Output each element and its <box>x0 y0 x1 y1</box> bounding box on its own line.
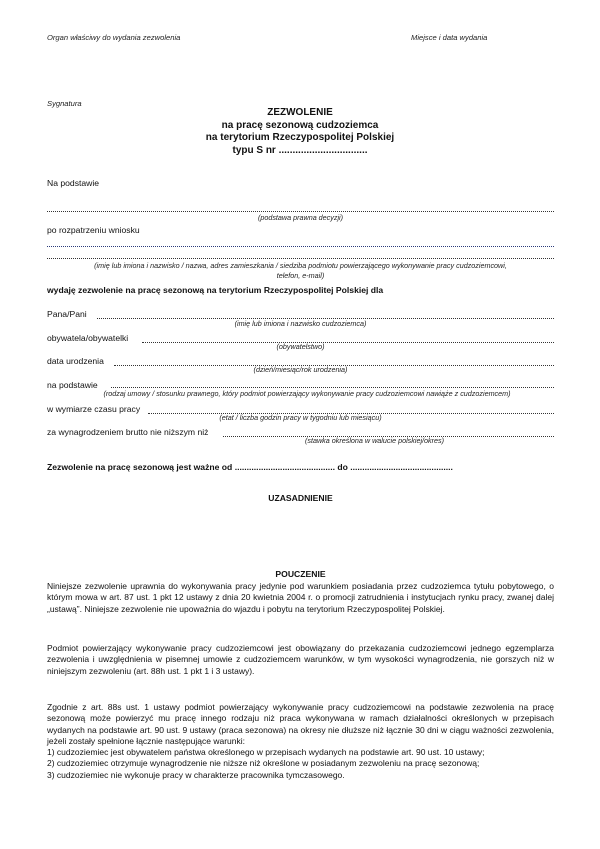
salary-hint: (stawka określona w walucie polskiej/okres) <box>305 436 445 445</box>
applicant-input-line-2[interactable] <box>47 258 554 259</box>
citizenship-hint: (obywatelstwo) <box>276 342 325 351</box>
contract-basis-input[interactable] <box>111 387 554 388</box>
place-date-label: Miejsce i data wydania <box>411 33 488 42</box>
instruction-paragraph-3: Zgodnie z art. 88s ust. 1 ustawy podmiot powierzający wykonywanie pracy cudzoziemcowi na podstawie zezwolenia na pracę sezonową może powierzyć mu pracę innego rodzaju niż praca wykonywana w ramach działalności określonych w przepisach wydanych na podstawie art. 90 ust. 9 ustawy (praca sezonowa) na okresy nie dłuższe niż łącznie 30 dni w ciągu ważności zezwolenia, jeżeli zostały spełnione łącznie następujące warunki: <box>47 702 554 747</box>
field-label-birth-date: data urodzenia <box>47 356 104 366</box>
instruction-paragraph-2: Podmiot powierzający wykonywanie pracy cudzoziemcowi jest obowiązany do przekazania cudzoziemcowi jednego egzemplarza zezwolenia i uwzględnienia w pisemnej umowie z cudzoziemcem warunków, w tym wysokości wynagrodzenia, nie gorszych niż w niniejszym zezwoleniu (art. 88h ust. 1 pkt 1 i 3 ustawy). <box>47 643 554 676</box>
title-line-2: na pracę sezonową cudzoziemca <box>221 119 379 131</box>
applicant-hint <box>47 261 554 281</box>
applicant-hint-line-1: (imię lub imiona i nazwisko / nazwa, adres zamieszkania / siedziba podmiotu powierzającego wykonywanie pracy cudzoziemcowi, <box>94 261 507 270</box>
foreigner-name-hint: (imię lub imiona i nazwisko cudzoziemca) <box>234 319 367 328</box>
issue-statement: wydaję zezwolenie na pracę sezonową na terytorium Rzeczypospolitej Polskiej dla <box>47 285 384 295</box>
title-line-1: ZEZWOLENIE <box>267 107 333 118</box>
valid-from-input[interactable]: .......................................... <box>234 462 335 472</box>
condition-item-1: 1) cudzoziemiec jest obywatelem państwa określonego w przepisach wydanych na podstawie art. 90 ust. 10 ustawy; <box>47 747 485 757</box>
title-line-3: na terytorium Rzeczypospolitej Polskiej <box>205 132 395 143</box>
validity-prefix: Zezwolenie na pracę sezonową jest ważne od <box>47 462 233 472</box>
validity-to-label: do <box>337 462 348 472</box>
field-label-contract-basis: na podstawie <box>47 380 98 390</box>
basis-label: Na podstawie <box>47 178 100 188</box>
instruction-paragraph-1: Niniejsze zezwolenie uprawnia do wykonywania pracy jedynie pod warunkiem posiadania przez cudzoziemca tytułu pobytowego, o którym mowa w art. 87 ust. 1 pkt 12 ustawy z dnia 20 kwietnia 2004 r. o promocji zatrudnienia i instytucjach rynku pracy, zwanej dalej „ustawą”. Niniejsze zezwolenie nie upoważnia do wjazdu i pobytu na terytorium Rzeczypospolitej Polskiej. <box>47 581 554 614</box>
document-title <box>150 107 450 157</box>
birth-date-hint: (dzień/miesiąc/rok urodzenia) <box>253 365 348 374</box>
working-time-hint: (etat / liczba godzin pracy w tygodniu lub miesiącu) <box>219 413 382 422</box>
contract-basis-hint: (rodzaj umowy / stosunku prawnego, który podmiot powierzający wykonywanie pracy cudzoziemcowi nawiąże z cudzoziemcem) <box>103 389 511 398</box>
condition-item-3: 3) cudzoziemiec nie wykonuje pracy w charakterze pracownika tymczasowego. <box>47 769 345 780</box>
basis-hint: (podstawa prawna decyzji) <box>257 213 344 222</box>
signature-label: Sygnatura <box>47 99 82 108</box>
issuing-authority-label: Organ właściwy do wydania zezwolenia <box>47 33 181 42</box>
applicant-input-line-1[interactable] <box>47 246 554 247</box>
validity-line <box>47 462 453 472</box>
basis-input-line[interactable] <box>47 211 554 212</box>
field-label-citizenship: obywatela/obywatelki <box>47 333 129 343</box>
application-label: po rozpatrzeniu wniosku <box>47 225 140 235</box>
instruction-heading: POUCZENIE <box>275 569 326 579</box>
condition-item-2: 2) cudzoziemiec otrzymuje wynagrodzenie nie niższe niż określone w posiadanym zezwoleniu na pracę sezonową; <box>47 758 480 769</box>
justification-heading: UZASADNIENIE <box>268 493 333 503</box>
field-label-working-time: w wymiarze czasu pracy <box>47 404 141 414</box>
applicant-hint-line-2: telefon, e-mail) <box>276 271 325 280</box>
field-label-salary: za wynagrodzeniem brutto nie niższym niż <box>47 427 209 437</box>
valid-to-input[interactable]: ........................................... <box>350 462 453 472</box>
field-label-name: Pana/Pani <box>47 309 87 319</box>
permit-number-field[interactable]: typu S nr ................................ <box>232 144 368 156</box>
conditions-list <box>47 747 567 781</box>
